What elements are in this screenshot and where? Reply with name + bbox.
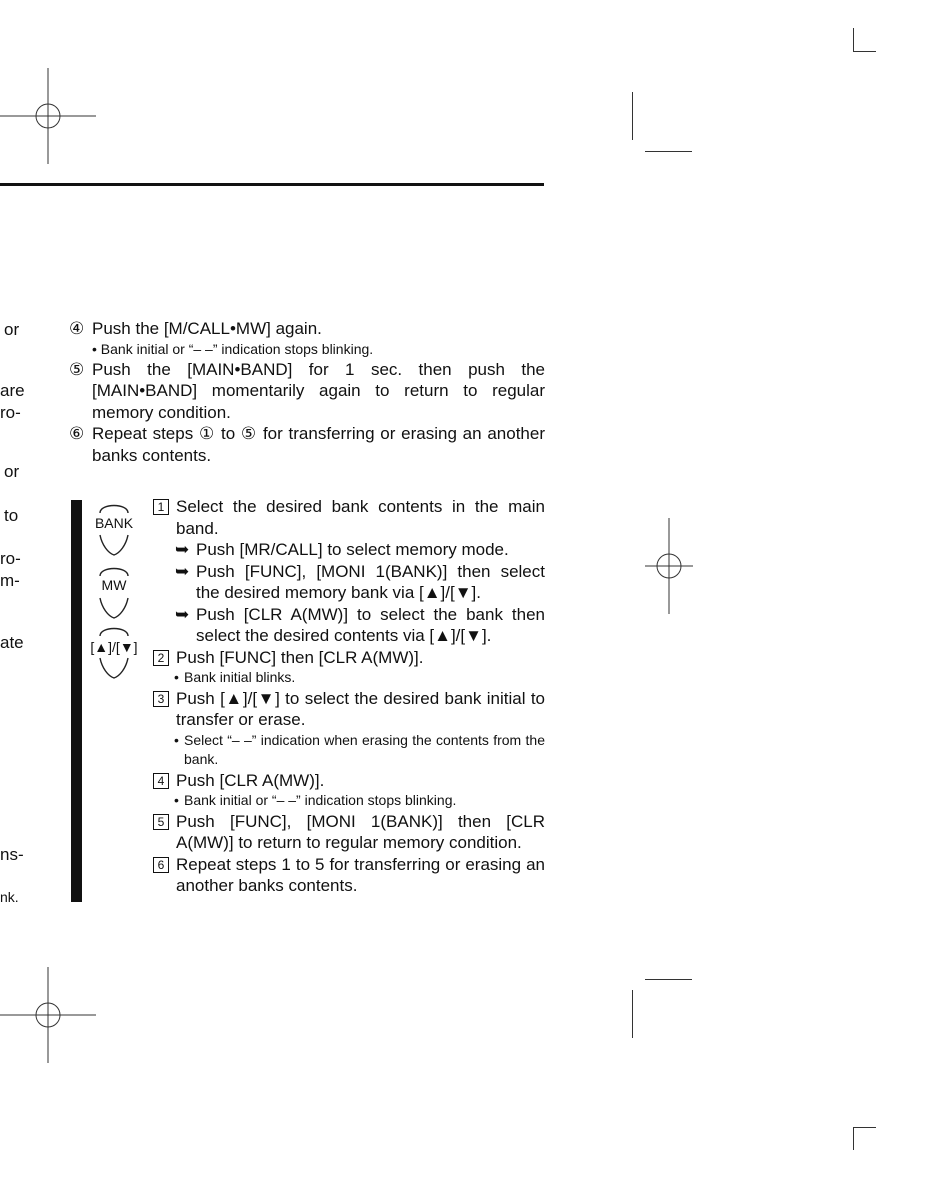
step-text: Repeat steps ① to ⑤ for transferring or erasing an another banks contents. bbox=[92, 424, 545, 465]
step-5 bbox=[153, 811, 545, 854]
registration-mark-icon bbox=[0, 68, 96, 164]
arrow-icon: ➥ bbox=[175, 604, 190, 624]
header-rule bbox=[0, 183, 544, 186]
cut-text: m- bbox=[0, 571, 20, 590]
cut-text: ro- bbox=[0, 549, 21, 568]
registration-mark-icon bbox=[621, 518, 717, 614]
substep-text: Push [MR/CALL] to select memory mode. bbox=[196, 540, 509, 559]
crop-mark bbox=[632, 990, 633, 1038]
bullet-icon: • bbox=[174, 731, 179, 748]
cut-text: are bbox=[0, 381, 25, 400]
step-text: Push the [M/CALL•MW] again. bbox=[92, 319, 322, 338]
instructions-alt bbox=[153, 496, 545, 897]
crop-mark bbox=[853, 28, 854, 51]
substep bbox=[153, 539, 545, 561]
step-note bbox=[153, 731, 545, 770]
step-3 bbox=[153, 688, 545, 731]
step-6 bbox=[69, 423, 545, 466]
note-text: Bank initial blinks. bbox=[184, 669, 296, 685]
crop-mark bbox=[645, 151, 692, 152]
note-text: Select “– –” indication when erasing the contents from the bank. bbox=[184, 731, 545, 767]
step-note bbox=[153, 668, 545, 688]
step-6 bbox=[153, 854, 545, 897]
arrow-icon: ➥ bbox=[175, 561, 190, 581]
step-2 bbox=[153, 647, 545, 669]
note-text: Bank initial or “– –” indication stops blinking. bbox=[184, 792, 457, 808]
arrow-icon: ➥ bbox=[175, 540, 190, 559]
cut-text: ate bbox=[0, 633, 24, 652]
substep bbox=[153, 561, 545, 604]
cut-text: nk. bbox=[0, 889, 19, 905]
step-4 bbox=[69, 318, 545, 340]
registration-mark-icon bbox=[0, 967, 96, 1063]
substep-text: Push [CLR A(MW)] to select the bank then select the desired contents via [▲]/[▼]. bbox=[196, 604, 545, 645]
cut-text: or bbox=[4, 462, 20, 481]
step-text: Repeat steps 1 to 5 for transferring or erasing an another banks contents. bbox=[176, 854, 545, 895]
key-label-updown: [▲]/[▼] bbox=[90, 639, 138, 655]
cut-text: ro- bbox=[0, 403, 21, 422]
step-1 bbox=[153, 496, 545, 539]
step-5 bbox=[69, 359, 545, 424]
step-text: Select the desired bank contents in the main band. bbox=[176, 497, 545, 538]
substep-text: Push [FUNC], [MONI 1(BANK)] then select the desired memory bank via [▲]/[▼]. bbox=[196, 561, 545, 602]
step-text: Push [▲]/[▼] to select the desired bank initial to transfer or erase. bbox=[176, 688, 545, 729]
cut-text: ns- bbox=[0, 845, 24, 864]
step-text: Push [CLR A(MW)]. bbox=[176, 770, 325, 790]
crop-mark bbox=[853, 1127, 876, 1128]
step-box-number: 1 bbox=[153, 499, 169, 515]
step-note bbox=[153, 791, 545, 811]
section-sidebar-bar bbox=[71, 500, 82, 902]
step-number: ⑥ bbox=[69, 424, 85, 443]
step-box-number: 2 bbox=[153, 650, 169, 666]
step-box-number: 6 bbox=[153, 857, 169, 873]
step-number: ④ bbox=[69, 319, 85, 338]
crop-mark bbox=[853, 51, 876, 52]
cut-text: or bbox=[4, 320, 20, 339]
step-number: ⑤ bbox=[69, 359, 85, 379]
bullet-icon: • bbox=[174, 669, 179, 685]
step-note: • Bank initial or “– –” indication stops blinking. bbox=[92, 340, 374, 357]
step-box-number: 5 bbox=[153, 814, 169, 830]
key-label-bank: BANK bbox=[94, 515, 134, 531]
step-text: Push [FUNC], [MONI 1(BANK)] then [CLR A(MW)] to return to regular memory condition. bbox=[176, 811, 545, 852]
step-text: Push [FUNC] then [CLR A(MW)]. bbox=[176, 647, 424, 667]
crop-mark bbox=[645, 979, 692, 980]
step-text: Push the [MAIN•BAND] for 1 sec. then push the [MAIN•BAND] momentarily again to return to regular memory condition. bbox=[92, 359, 545, 422]
bullet-icon: • bbox=[174, 792, 179, 808]
step-box-number: 3 bbox=[153, 691, 169, 707]
crop-mark bbox=[853, 1127, 854, 1150]
crop-mark bbox=[632, 92, 633, 140]
substep bbox=[153, 604, 545, 647]
key-label-mw: MW bbox=[101, 577, 127, 593]
step-4 bbox=[153, 770, 545, 792]
cut-text: to bbox=[4, 506, 19, 525]
step-box-number: 4 bbox=[153, 773, 169, 789]
instructions-top bbox=[69, 318, 545, 466]
